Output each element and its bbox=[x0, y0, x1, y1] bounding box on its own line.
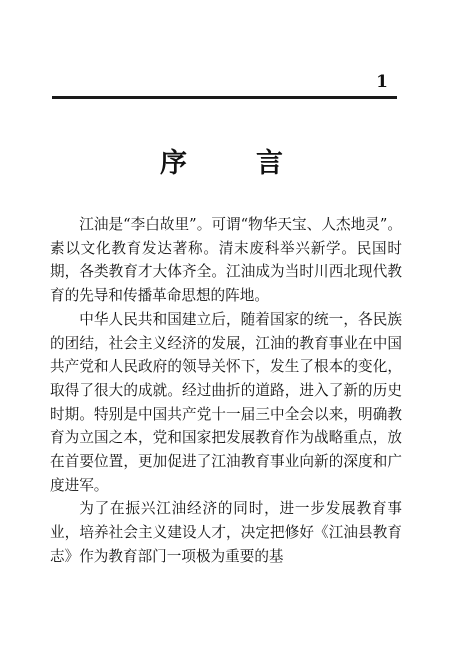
title-char-yan: 言 bbox=[256, 148, 283, 179]
paragraph-1: 江油是“李白故里”。可谓“物华天宝、人杰地灵”。素以文化教育发达著称。清末废科举兴新学。民国时期，各类教育才大体齐全。江油成为当时川西北现代教育的先导和传播革命思想的阵地。 bbox=[50, 216, 402, 305]
paragraph-2: 中华人民共和国建立后，随着国家的统一，各民族的团结，社会主义经济的发展，江油的教育事业在中国共产党和人民政府的领导关怀下，发生了根本的变化，取得了很大的成就。经过曲折的道路，进入了新的历史时期。特别是中国共产党十一届三中全会以来，明确教育为立国之本，党和国家把发展教育作为战略重点，放在首要位置，更加促进了江油教育事业向新的深度和广度进军。 bbox=[50, 310, 402, 494]
title-char-xu: 序 bbox=[160, 148, 187, 179]
page-title bbox=[150, 148, 300, 188]
paragraph-3: 为了在振兴江油经济的同时，进一步发展教育事业，培养社会主义建设人才，决定把修好《江油县教育志》作为教育部门一项极为重要的基 bbox=[50, 500, 402, 565]
body-text bbox=[50, 213, 402, 569]
header-rule bbox=[52, 96, 397, 99]
page-number: 1 bbox=[376, 72, 388, 92]
